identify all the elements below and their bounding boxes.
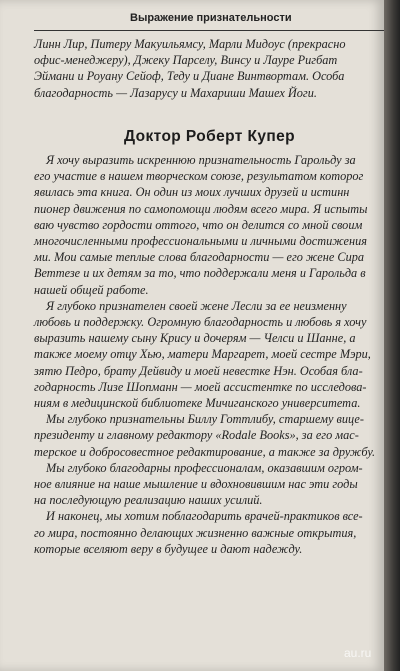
watermark: au.ru [344, 646, 372, 660]
intro-block [34, 36, 384, 101]
page-edge [384, 0, 400, 671]
running-head-title: Выражение признательности [130, 12, 292, 24]
intro-paragraph: Линн Лир, Питеру Макуильямсу, Марли Мидоус (прекрасно офис-менеджеру), Джеку Парселу, Винсу и Лауре Ригбат Эймани и Роуану Сейоф, Теду и Диане Винтвортам. Особа благодарность — Лазарусу и Махариши Машех Йоги. [34, 37, 346, 100]
paragraph: Мы глубоко благодарны профессионалам, оказавшим огром- ное влияние на наше мышление и вдохновившим нас эти годы на последующую реализацию наших усилий. [34, 460, 363, 508]
paragraph: И наконец, мы хотим поблагодарить врачей-практиков все- го мира, постоянно делающих жизненно важные открытия, которые вселяют веру в будущее и дают надежду. [34, 509, 363, 556]
paragraph: Мы глубоко признательны Биллу Готтлибу, старшему вице- президенту и главному редактору «Rodale Books», за его мас- терское и добросовестное редактирование, а также за дружбу. [34, 412, 376, 459]
paragraph: Я хочу выразить искреннюю признательность Гарольду за его участие в нашем творческом союзе, результатом которог явилась эта книга. Он один из моих лучших друзей и истинн пионер движения по самопомощи людям всего мира. Я испыты ваю чувство гордости оттого, что он делится со мной своим многочисленными профессиональными и личными достижения ми. Мои самые теплые слова благодарности — его жене Сира Веттезе и их детям за то, что поддержали меня и Гарольда в нашей общей работе. [34, 153, 368, 297]
main-text [34, 152, 384, 557]
paragraph: Я глубоко признателен своей жене Лесли за ее неизменну любовь и поддержку. Огромную благодарность и любовь я хочу выразить нашему сыну Крису и дочерям — Челси и Шанне, а также моему отцу Хью, матери Маргарет, моей сестре Мэри, зятю Педро, брату Дейвиду и моей невестке Нэн. Особая бла- годарность Лизе Шопманн — моей ассистентке по исследова- ниям в медицинской библиотеке Мичиганского университета. [34, 298, 371, 411]
section-heading: Доктор Роберт Купер [124, 128, 295, 145]
running-head [34, 8, 384, 31]
